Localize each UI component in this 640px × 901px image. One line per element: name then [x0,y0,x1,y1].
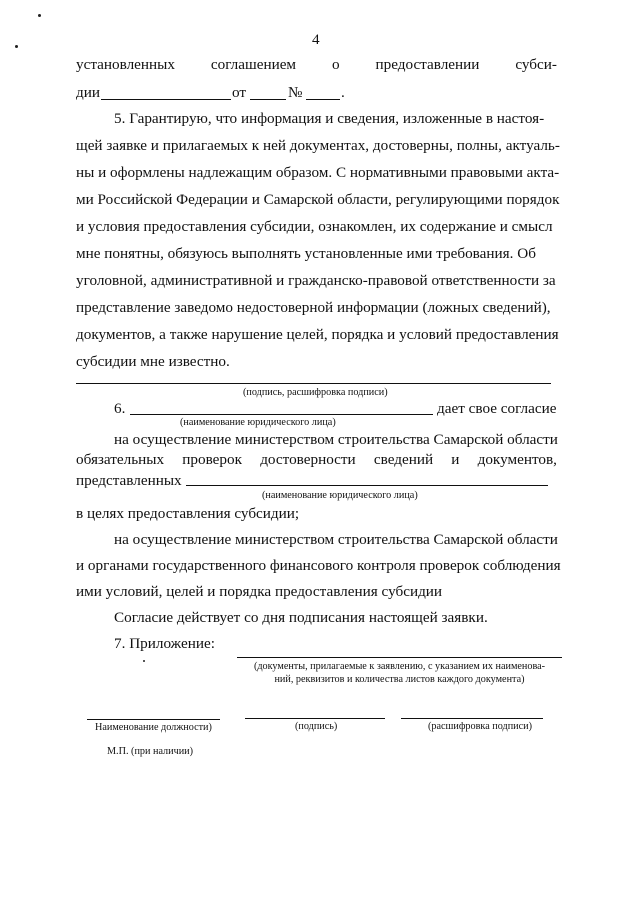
attachments-blank[interactable] [237,657,562,658]
legal-entity-blank-2[interactable] [186,485,548,486]
p7-title: 7. Приложение: [114,635,215,652]
page-number: 4 [312,31,320,48]
p6-consent: дает свое согласие [437,400,557,417]
number-sign: № [288,84,303,101]
signature-caption-2: (подпись) [295,721,338,732]
scan-dot-mark [38,14,41,17]
decoding-line[interactable] [401,718,543,719]
stamp-caption: М.П. (при наличии) [107,746,194,757]
agreement-date-blank[interactable] [101,99,231,100]
position-line[interactable] [87,719,220,720]
p4-line-1: установленных соглашением о предоставлении субси- [76,56,557,73]
signature-line[interactable] [76,383,551,384]
p4-line-2-start: дии [76,84,100,101]
p6-line-5: и органами государственного финансового контроля проверок соблюдения [76,557,561,574]
p6-validity: Согласие действует со дня подписания настоящей заявки. [114,609,488,626]
agreement-number-blank[interactable] [306,99,340,100]
p5-line-5: и условия предоставления субсидии, ознакомлен, их содержание и смысл [76,218,553,235]
attachments-caption-1: (документы, прилагаемые к заявлению, с указанием их наименова- [253,661,546,672]
p5-line-8: представление заведомо недостоверной информации (ложных сведений), [76,299,551,316]
scan-dot-mark [143,660,145,662]
p5-line-9: документов, а также нарушение целей, порядка и условий предоставления [76,326,559,343]
p6-presented: представленных [76,472,182,489]
p5-line-4: ми Российской Федерации и Самарской области, регулирующими порядок [76,191,560,208]
signature-caption: (подпись, расшифровка подписи) [243,387,388,398]
p6-line-2: обязательных проверок достоверности сведений и документов, [76,451,557,468]
p6-line-4: на осуществление министерством строительства Самарской области [114,531,558,548]
p6-number: 6. [114,400,126,417]
attachments-caption-2: ний, реквизитов и количества листов каждого документа) [274,674,525,685]
signature-line-2[interactable] [245,718,385,719]
p6-purpose: в целях предоставления субсидии; [76,505,300,522]
from-label: от [232,84,247,101]
legal-entity-caption: (наименование юридического лица) [180,417,336,428]
p5-line-10: субсидии мне известно. [76,353,230,370]
agreement-day-blank[interactable] [250,99,286,100]
p6-line-6: ими условий, целей и порядка предоставления субсидии [76,583,443,600]
position-caption: Наименование должности) [95,722,212,733]
p6-line-1: на осуществление министерством строительства Самарской области [114,431,558,448]
scan-dot-mark [15,45,18,48]
legal-entity-caption-2: (наименование юридического лица) [262,490,418,501]
p5-line-6: мне понятны, обязуюсь выполнять установленные ими требования. Об [76,245,536,262]
p5-line-1: 5. Гарантирую, что информация и сведения, изложенные в настоя- [114,110,545,127]
p5-line-3: ны и оформлены надлежащим образом. С нормативными правовыми акта- [76,164,560,181]
p4-end-dot: . [341,84,345,101]
p5-line-7: уголовной, административной и гражданско-правовой ответственности за [76,272,556,289]
legal-entity-blank[interactable] [130,414,433,415]
p5-line-2: щей заявке и прилагаемых к ней документах, достоверны, полны, актуаль- [76,137,560,154]
decoding-caption: (расшифровка подписи) [428,721,532,732]
